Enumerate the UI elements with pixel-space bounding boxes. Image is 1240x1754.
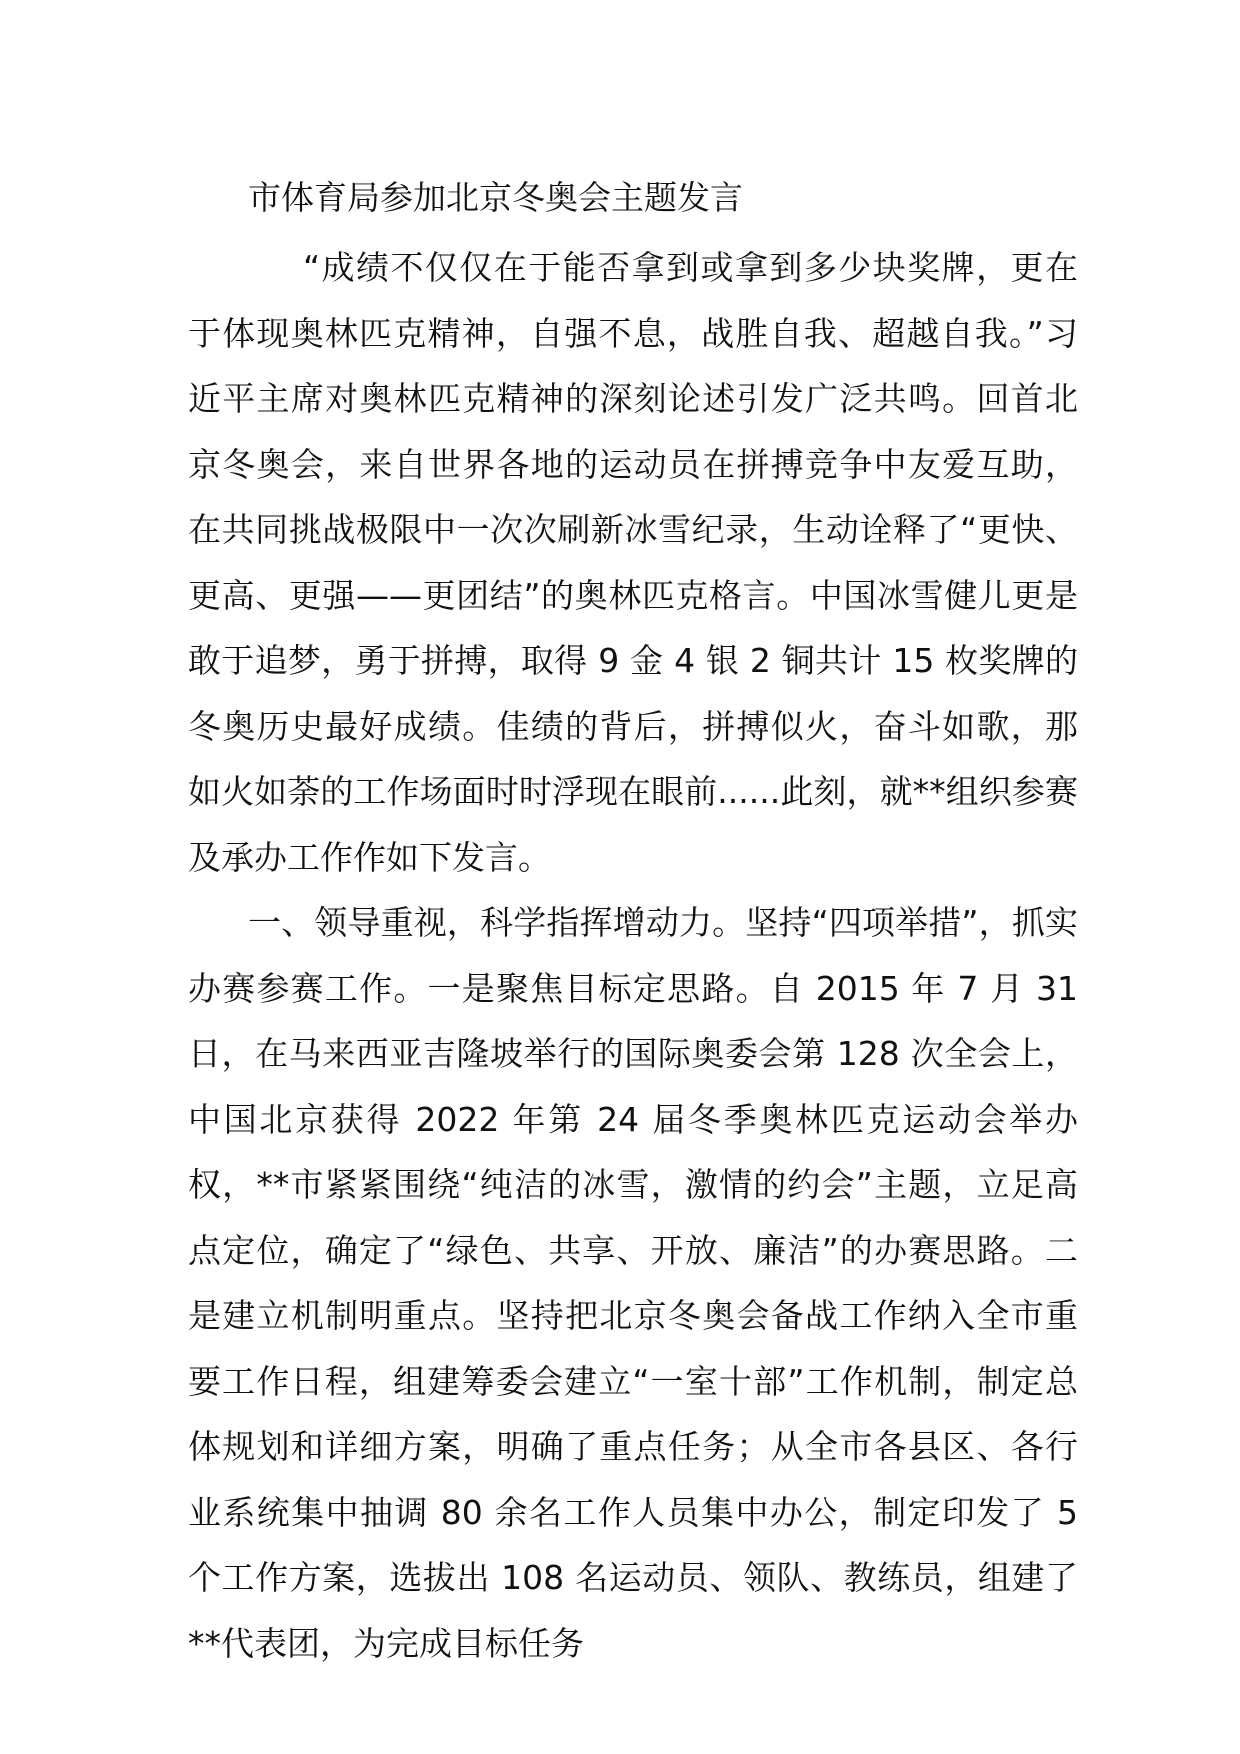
paragraph-intro: “成绩不仅仅在于能否拿到或拿到多少块奖牌，更在于体现奥林匹克精神，自强不息，战胜自我、超越自我。”习近平主席对奥林匹克精神的深刻论述引发广泛共鸣。回首北京冬奥会，来自世界各地的运动员在拼搏竞争中友爱互助，在共同挑战极限中一次次刷新冰雪纪录，生动诠释了“更快、更高、更强——更团结”的奥林匹克格言。中国冰雪健儿更是敢于追梦，勇于拼搏，取得 9 金 4 银 2 铜共计 15 枚奖牌的冬奥历史最好成绩。佳绩的背后，拼搏似火，奋斗如歌，那如火如荼的工作场面时时浮现在眼前......此刻，就**组织参赛及承办工作作如下发言。 — [188, 248, 1078, 877]
document-body — [188, 235, 1078, 1676]
document-title: 市体育局参加北京冬奥会主题发言 — [248, 178, 743, 217]
paragraph-section-one: 一、领导重视，科学指挥增动力。坚持“四项举措”，抓实办赛参赛工作。一是聚焦目标定思路。自 2015 年 7 月 31 日，在马来西亚吉隆坡举行的国际奥委会第 128 次全会上，中国北京获得 2022 年第 24 届冬季奥林匹克运动会举办权，**市紧紧围绕“纯洁的冰雪，激情的约会”主题，立足高点定位，确定了“绿色、共享、开放、廉洁”的办赛思路。二是建立机制明重点。坚持把北京冬奥会备战工作纳入全市重要工作日程，组建筹委会建立“一室十部”工作机制，制定总体规划和详细方案，明确了重点任务；从全市各县区、各行业系统集中抽调 80 余名工作人员集中办公，制定印发了 5 个工作方案，选拔出 108 名运动员、领队、教练员，组建了**代表团，为完成目标任务 — [188, 903, 1078, 1663]
